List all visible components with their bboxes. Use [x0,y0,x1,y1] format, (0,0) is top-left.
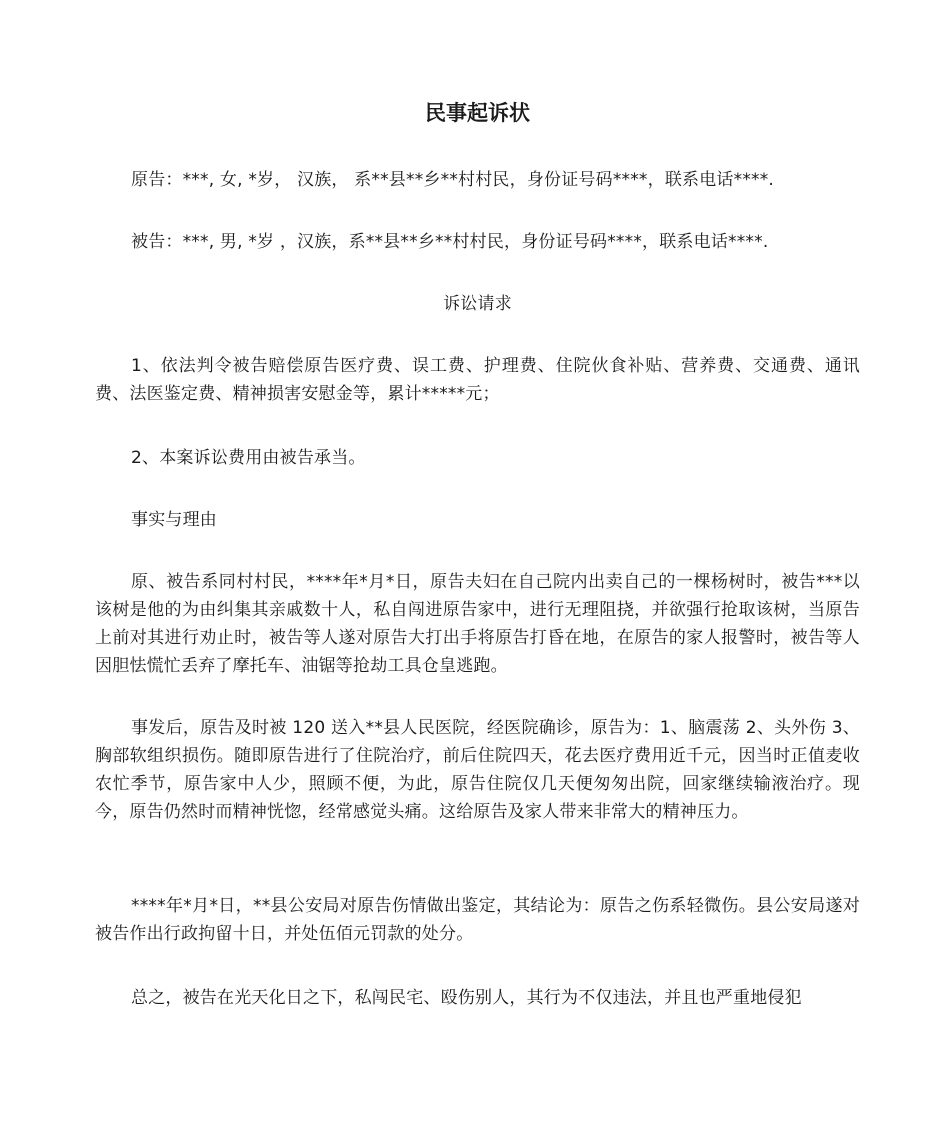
document-title: 民事起诉状 [425,101,530,125]
facts-paragraph-1: 原、被告系同村村民，****年*月*日，原告夫妇在自己院内出卖自己的一棵杨树时，被告***以该树是他的为由纠集其亲戚数十人，私自闯进原告家中，进行无理阻挠，并欲强行抢取该树，当原告上前对其进行劝止时，被告等人遂对原告大打出手将原告打昏在地，在原告的家人报警时，被告等人因胆怯慌忙丢弃了摩托车、油锯等抢劫工具仓皇逃跑。 [95,572,860,676]
facts-paragraph-4: 总之，被告在光天化日之下，私闯民宅、殴伤别人，其行为不仅违法，并且也严重地侵犯 [131,988,802,1008]
claim-item-1: 1、依法判令被告赔偿原告医疗费、误工费、护理费、住院伙食补贴、营养费、交通费、通讯费、法医鉴定费、精神损害安慰金等，累计*****元； [95,356,860,404]
facts-paragraph-2: 事发后，原告及时被 120 送入**县人民医院，经医院确诊，原告为：1、脑震荡 2、头外伤 3、胸部软组织损伤。随即原告进行了住院治疗，前后住院四天，花去医疗费用近千元，因当时正值麦收农忙季节，原告家中人少，照顾不便，为此，原告住院仅几天便匆匆出院，回家继续输液治疗。现今，原告仍然时而精神恍惚，经常感觉头痛。这给原告及家人带来非常大的精神压力。 [95,718,860,822]
facts-paragraph-3: ****年*月*日，**县公安局对原告伤情做出鉴定，其结论为：原告之伤系轻微伤。县公安局遂对被告作出行政拘留十日，并处伍佰元罚款的处分。 [95,896,860,944]
plaintiff-info: 原告：***, 女, *岁， 汉族， 系**县**乡**村村民，身份证号码****，联系电话****. [131,170,775,190]
defendant-info: 被告：***, 男, *岁 ，汉族，系**县**乡**村村民，身份证号码****，联系电话****. [131,232,769,252]
claim-item-2: 2、本案诉讼费用由被告承当。 [131,448,366,468]
facts-heading: 事实与理由 [131,510,217,530]
claims-heading: 诉讼请求 [443,294,512,314]
